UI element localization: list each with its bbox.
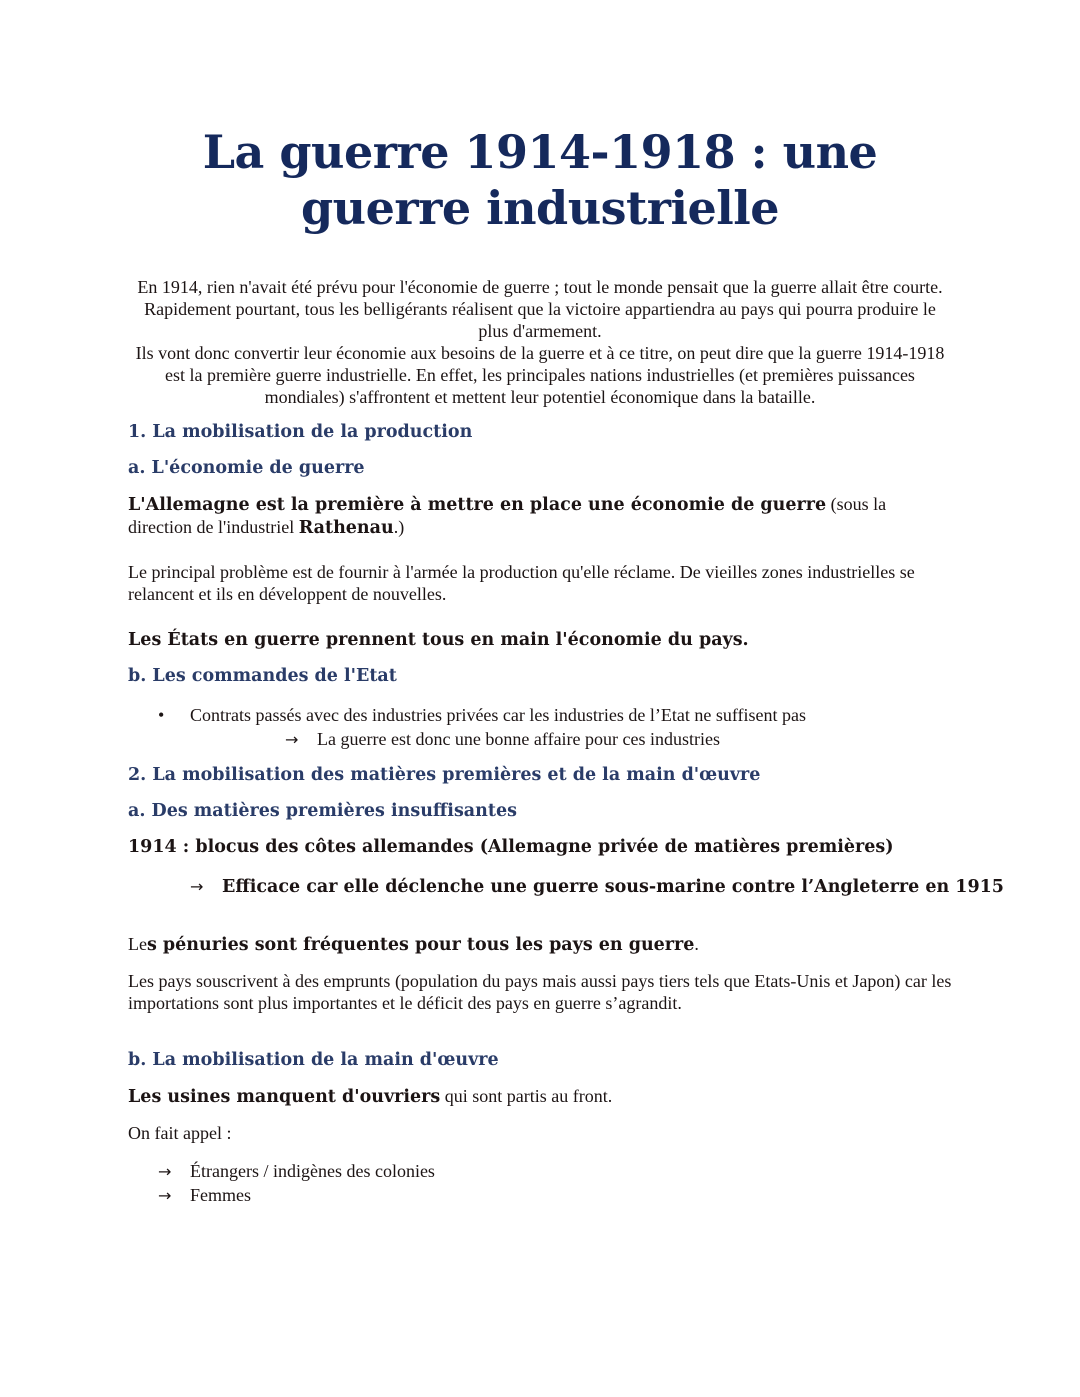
plain-text: qui sont partis au front. [440,1086,613,1106]
plain-text: . [694,934,699,954]
section-1a-paragraph-3: Les États en guerre prennent tous en main l'économie du pays. [128,630,749,650]
section-1a-paragraph-1 [128,493,952,539]
section-1-heading: 1. La mobilisation de la production [128,422,473,442]
bullet-icon: • [158,705,165,725]
section-2b-paragraph-2: On fait appel : [128,1123,232,1143]
page-title: La guerre 1914-1918 : une guerre industrielle [202,125,878,235]
arrow-text: Efficace car elle déclenche une guerre sous-marine contre l’Angleterre en 1915 [222,877,1004,897]
arrow-right-icon: → [158,1162,172,1181]
intro-paragraph-1: En 1914, rien n'avait été prévu pour l'économie de guerre ; tout le monde pensait que la guerre allait être courte. Rapidement pourtant, tous les belligérants réalisent que la victoire appartiendra au pays qui pourra produire le plus d'armement. [137,277,943,341]
list-item [128,1184,952,1207]
list-item-text: Femmes [190,1185,251,1205]
section-2a-paragraph-3: Les pays souscrivent à des emprunts (population du pays mais aussi pays tiers tels que Etats-Unis et Japon) car les importations sont plus importantes et le déficit des pays en guerre s’agrandit. [128,971,952,1013]
section-1b-heading: b. Les commandes de l'Etat [128,666,397,686]
section-2b-paragraph-1 [128,1085,952,1108]
section-2a-paragraph-2 [128,933,952,956]
section-2b-heading: b. La mobilisation de la main d'œuvre [128,1050,499,1070]
intro-block [128,276,952,408]
arrow-right-icon: → [285,730,299,749]
bold-name: Rathenau [298,518,394,538]
arrow-item [128,875,1004,898]
section-2a-paragraph-1: 1914 : blocus des côtes allemandes (Allemagne privée de matières premières) [128,837,894,857]
intro-paragraph-2: Ils vont donc convertir leur économie aux besoins de la guerre et à ce titre, on peut dire que la guerre 1914-1918 est la première guerre industrielle. En effet, les principales nations industrielles (et premières puissances mondiales) s'affrontent et mettent leur potentiel économique dans la bataille. [135,343,945,407]
plain-text: (sous la direction de l'industriel [128,494,887,537]
bold-text: Les usines manquent d'ouvriers [128,1087,441,1107]
arrow-text: La guerre est donc une bonne affaire pour ces industries [317,729,721,749]
bold-text: s pénuries sont fréquentes pour tous les pays en guerre [146,935,695,955]
plain-text: .) [393,517,405,537]
section-1a-paragraph-2: Le principal problème est de fournir à l'armée la production qu'elle réclame. De vieilles zones industrielles se relancent et ils en développent de nouvelles. [128,562,915,604]
section-1a-heading: a. L'économie de guerre [128,458,365,478]
list-item-text: Étrangers / indigènes des colonies [190,1161,435,1181]
plain-text: Le [128,934,147,954]
arrow-right-icon: → [158,1186,172,1205]
bold-text: L'Allemagne est la première à mettre en place une économie de guerre [128,495,827,515]
bullet-text: Contrats passés avec des industries privées car les industries de l’Etat ne suffisent pas [190,705,807,725]
section-2-heading: 2. La mobilisation des matières premières et de la main d'œuvre [128,765,761,785]
arrow-item [128,728,952,751]
arrow-right-icon: → [190,877,204,896]
list-item [128,1160,952,1183]
section-2a-heading: a. Des matières premières insuffisantes [128,801,517,821]
